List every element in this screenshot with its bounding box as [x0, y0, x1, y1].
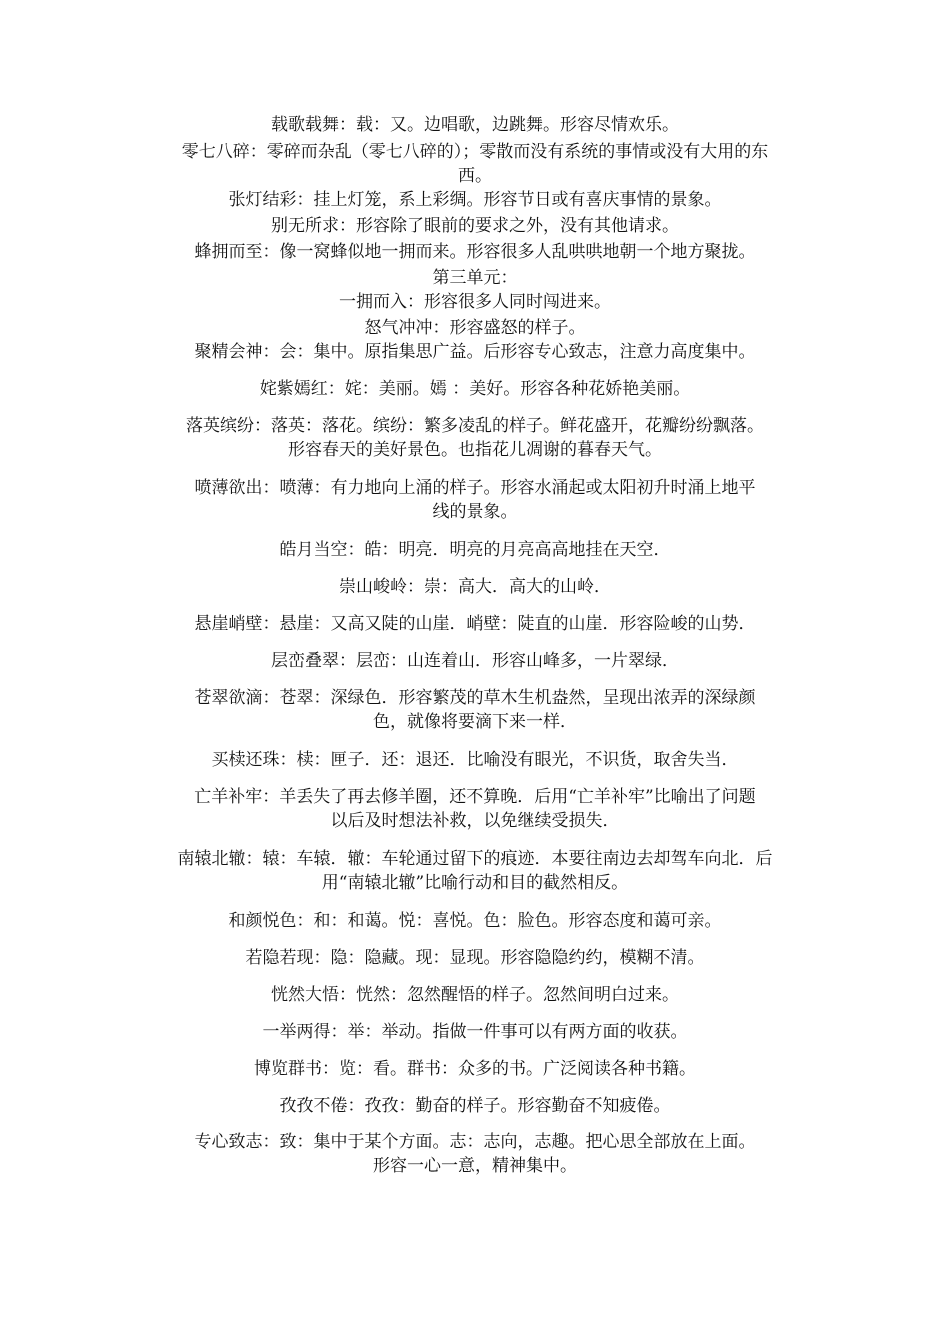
entry-line: 苍翠欲滴：苍翠：深绿色．形容繁茂的草木生机盎然，呈现出浓弄的深绿颜 — [194, 688, 756, 708]
idiom-entry — [0, 1094, 950, 1118]
entry-line: 层峦叠翠：层峦：山连着山．形容山峰多，一片翠绿． — [271, 651, 679, 671]
idiom-entry — [0, 214, 950, 238]
entry-line: 博览群书：览：看。群书：众多的书。广泛阅读各种书籍。 — [254, 1059, 696, 1079]
idiom-entry — [0, 612, 950, 636]
entry-line: 和颜悦色：和：和蔼。悦：喜悦。色：脸色。形容态度和蔼可亲。 — [228, 911, 722, 931]
entry-line: 聚精会神：会：集中。原指集思广益。后形容专心致志，注意力高度集中。 — [194, 342, 756, 362]
entry-line: 怒气冲冲：形容盛怒的样子。 — [364, 318, 586, 338]
entry-line: 用“南辕北辙”比喻行动和目的截然相反。 — [321, 873, 629, 893]
idiom-entry — [0, 290, 950, 314]
entry-line: 皓月当空：皓：明亮．明亮的月亮高高地挂在天空． — [279, 540, 671, 560]
entry-line: 买椟还珠：椟：匣子．还：退还．比喻没有眼光，不识货，取舍失当． — [211, 750, 739, 770]
idiom-entry — [0, 188, 950, 212]
idiom-entry — [0, 377, 950, 401]
entry-line: 张灯结彩：挂上灯笼，系上彩绸。形容节日或有喜庆事情的景象。 — [228, 190, 722, 210]
entry-line: 零七八碎：零碎而杂乱（零七八碎的）；零散而没有系统的事情或没有大用的东 — [181, 142, 769, 162]
entry-line: 别无所求：形容除了眼前的要求之外，没有其他请求。 — [271, 216, 679, 236]
idiom-entry — [0, 1057, 950, 1081]
entry-line: 载歌载舞：载：又。边唱歌，边跳舞。形容尽情欢乐。 — [271, 115, 679, 135]
idiom-entry — [0, 983, 950, 1007]
idiom-entry — [0, 686, 950, 734]
entry-line: 悬崖峭壁：悬崖：又高又陡的山崖．峭壁：陡直的山崖．形容险峻的山势． — [194, 614, 756, 634]
idiom-entry — [0, 240, 950, 264]
idiom-entry — [0, 1020, 950, 1044]
idiom-entry — [0, 1130, 950, 1178]
entry-line: 形容春天的美好景色。也指花儿凋谢的暮春天气。 — [288, 440, 662, 460]
entry-line: 一举两得：举：举动。指做一件事可以有两方面的收获。 — [262, 1022, 688, 1042]
idiom-entry — [0, 748, 950, 772]
entry-line: 以后及时想法补救，以免继续受损失． — [330, 811, 620, 831]
entry-line: 专心致志：致：集中于某个方面。志：志向，志趣。把心思全部放在上面。 — [194, 1132, 756, 1152]
entry-line: 落英缤纷：落英：落花。缤纷：繁多凌乱的样子。鲜花盛开，花瓣纷纷飘落。 — [186, 416, 764, 436]
idiom-entry — [0, 946, 950, 970]
idiom-entry — [0, 113, 950, 137]
idiom-entry — [0, 266, 950, 290]
idiom-entry — [0, 847, 950, 895]
entry-line: 亡羊补牢：羊丢失了再去修羊圈，还不算晚．后用“亡羊补牢”比喻出了问题 — [194, 787, 756, 807]
entry-line: 色，就像将要滴下来一样． — [373, 712, 577, 732]
entry-line: 喷薄欲出：喷薄：有力地向上涌的样子。形容水涌起或太阳初升时涌上地平 — [194, 478, 756, 498]
entry-line: 南辕北辙：辕：车辕．辙：车轮通过留下的痕迹．本要往南边去却驾车向北．后 — [177, 849, 773, 869]
entry-line: 若隐若现：隐：隐藏。现：显现。形容隐隐约约，模糊不清。 — [245, 948, 705, 968]
entry-line: 崇山峻岭：崇：高大．高大的山岭． — [339, 577, 611, 597]
entry-line: 第三单元： — [432, 268, 518, 288]
idiom-entry — [0, 538, 950, 562]
entry-line: 形容一心一意，精神集中。 — [373, 1156, 577, 1176]
idiom-entry — [0, 414, 950, 462]
idiom-entry — [0, 575, 950, 599]
idiom-entry — [0, 316, 950, 340]
entry-line: 蜂拥而至：像一窝蜂似地一拥而来。形容很多人乱哄哄地朝一个地方聚拢。 — [194, 242, 756, 262]
idiom-entry — [0, 340, 950, 364]
entry-line: 姹紫嫣红：姹：美丽。嫣 ：美好。形容各种花娇艳美丽。 — [259, 379, 691, 399]
entry-line: 孜孜不倦：孜孜：勤奋的样子。形容勤奋不知疲倦。 — [279, 1096, 671, 1116]
idiom-entry — [0, 649, 950, 673]
idiom-entry — [0, 476, 950, 524]
entry-line: 一拥而入：形容很多人同时闯进来。 — [339, 292, 611, 312]
idiom-entry — [0, 909, 950, 933]
entry-line: 恍然大悟：恍然：忽然醒悟的样子。忽然间明白过来。 — [271, 985, 679, 1005]
idiom-entry — [0, 785, 950, 833]
idiom-entry — [0, 140, 950, 188]
entry-line: 西。 — [458, 166, 492, 186]
entry-line: 线的景象。 — [432, 502, 518, 522]
